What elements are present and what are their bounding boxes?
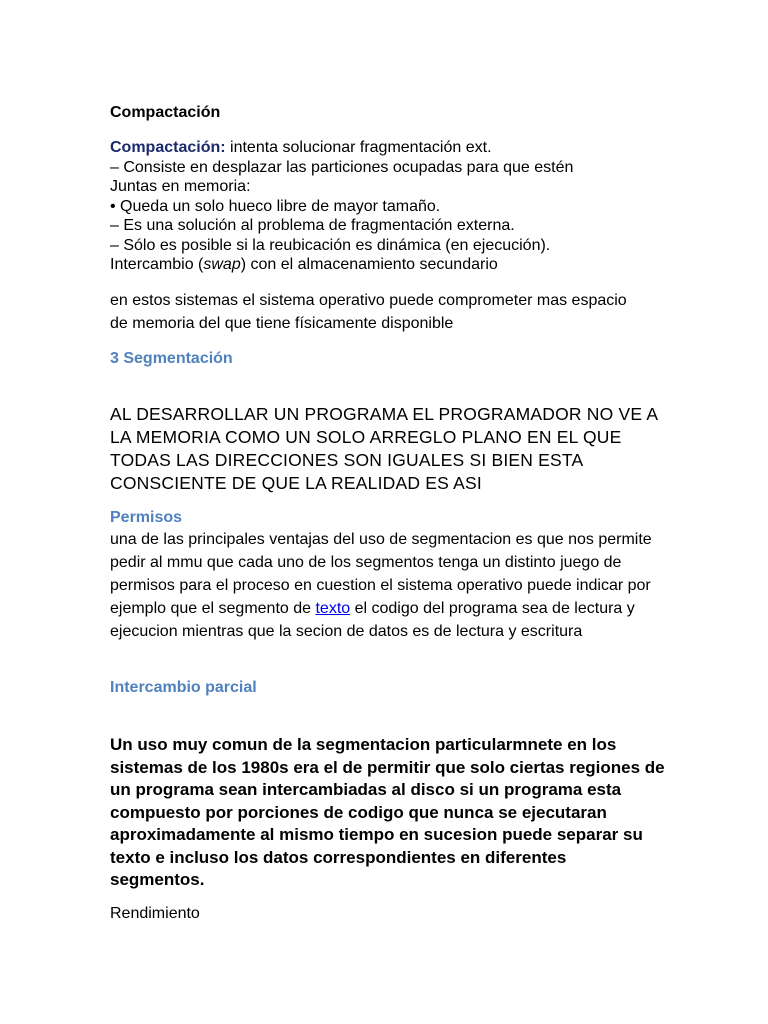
permisos-block bbox=[110, 507, 660, 643]
intro-line: – Es una solución al problema de fragmentación externa. bbox=[110, 217, 515, 234]
caps-paragraph: AL DESARROLLAR UN PROGRAMA EL PROGRAMADOR NO VE A LA MEMORIA COMO UN SOLO ARREGLO PLANO EN EL QUE TODAS LAS DIRECCIONES SON IGUALES SI BIEN ESTA CONSCIENTE DE QUE LA REALIDAD ES ASI bbox=[110, 404, 658, 493]
intro-first-line bbox=[110, 138, 573, 158]
compactacion-desc: intenta solucionar fragmentación ext. bbox=[225, 139, 492, 156]
permisos-text: una de las principales ventajas del uso de segmentacion es que nos permite pedir al mmu que cada uno de los segmentos tenga un distinto juego de permisos para el proceso en cuestion el sistema operativo puede indicar por ejemplo que el segmento de bbox=[110, 531, 652, 617]
rendimiento-heading: Rendimiento bbox=[110, 905, 200, 922]
intro-line: • Queda un solo hueco libre de mayor tamaño. bbox=[110, 197, 441, 215]
section-heading-permisos: Permisos bbox=[110, 509, 183, 526]
section-heading-intercambio-parcial: Intercambio parcial bbox=[110, 679, 257, 696]
page-title: Compactación bbox=[110, 104, 221, 121]
swap-line bbox=[110, 255, 573, 275]
permisos-text-after: el codigo del programa sea de lectura y ejecucion mientras que la secion de datos es de lectura y escritura bbox=[110, 600, 635, 640]
section-heading-segmentacion: 3 Segmentación bbox=[110, 350, 233, 367]
swap-post: ) con el almacenamiento secundario bbox=[240, 256, 498, 273]
texto-link[interactable]: texto bbox=[315, 600, 351, 617]
intro-line: Juntas en memoria: bbox=[110, 178, 251, 195]
intro-line: – Consiste en desplazar las particiones ocupadas para que estén bbox=[110, 158, 574, 176]
compactacion-label: Compactación: bbox=[110, 139, 226, 156]
bold-paragraph: Un uso muy comun de la segmentacion particularmnete en los sistemas de los 1980s era el de permitir que solo ciertas regiones de un programa sean intercambiadas al disco si un programa esta compuesto por porciones de codigo que nunca se ejecutaran aproximadamente al mismo tiempo en sucesion puede separar su texto e incluso los datos correspondientes en diferentes segmentos. bbox=[110, 735, 665, 889]
intro-line: – Sólo es posible si la reubicación es dinámica (en ejecución). bbox=[110, 236, 551, 254]
intro-block bbox=[110, 138, 573, 275]
swap-word: swap bbox=[203, 256, 241, 273]
memory-paragraph: en estos sistemas el sistema operativo puede comprometer mas espacio de memoria del que tiene físicamente disponible bbox=[110, 292, 627, 332]
swap-pre: Intercambio ( bbox=[110, 256, 204, 273]
